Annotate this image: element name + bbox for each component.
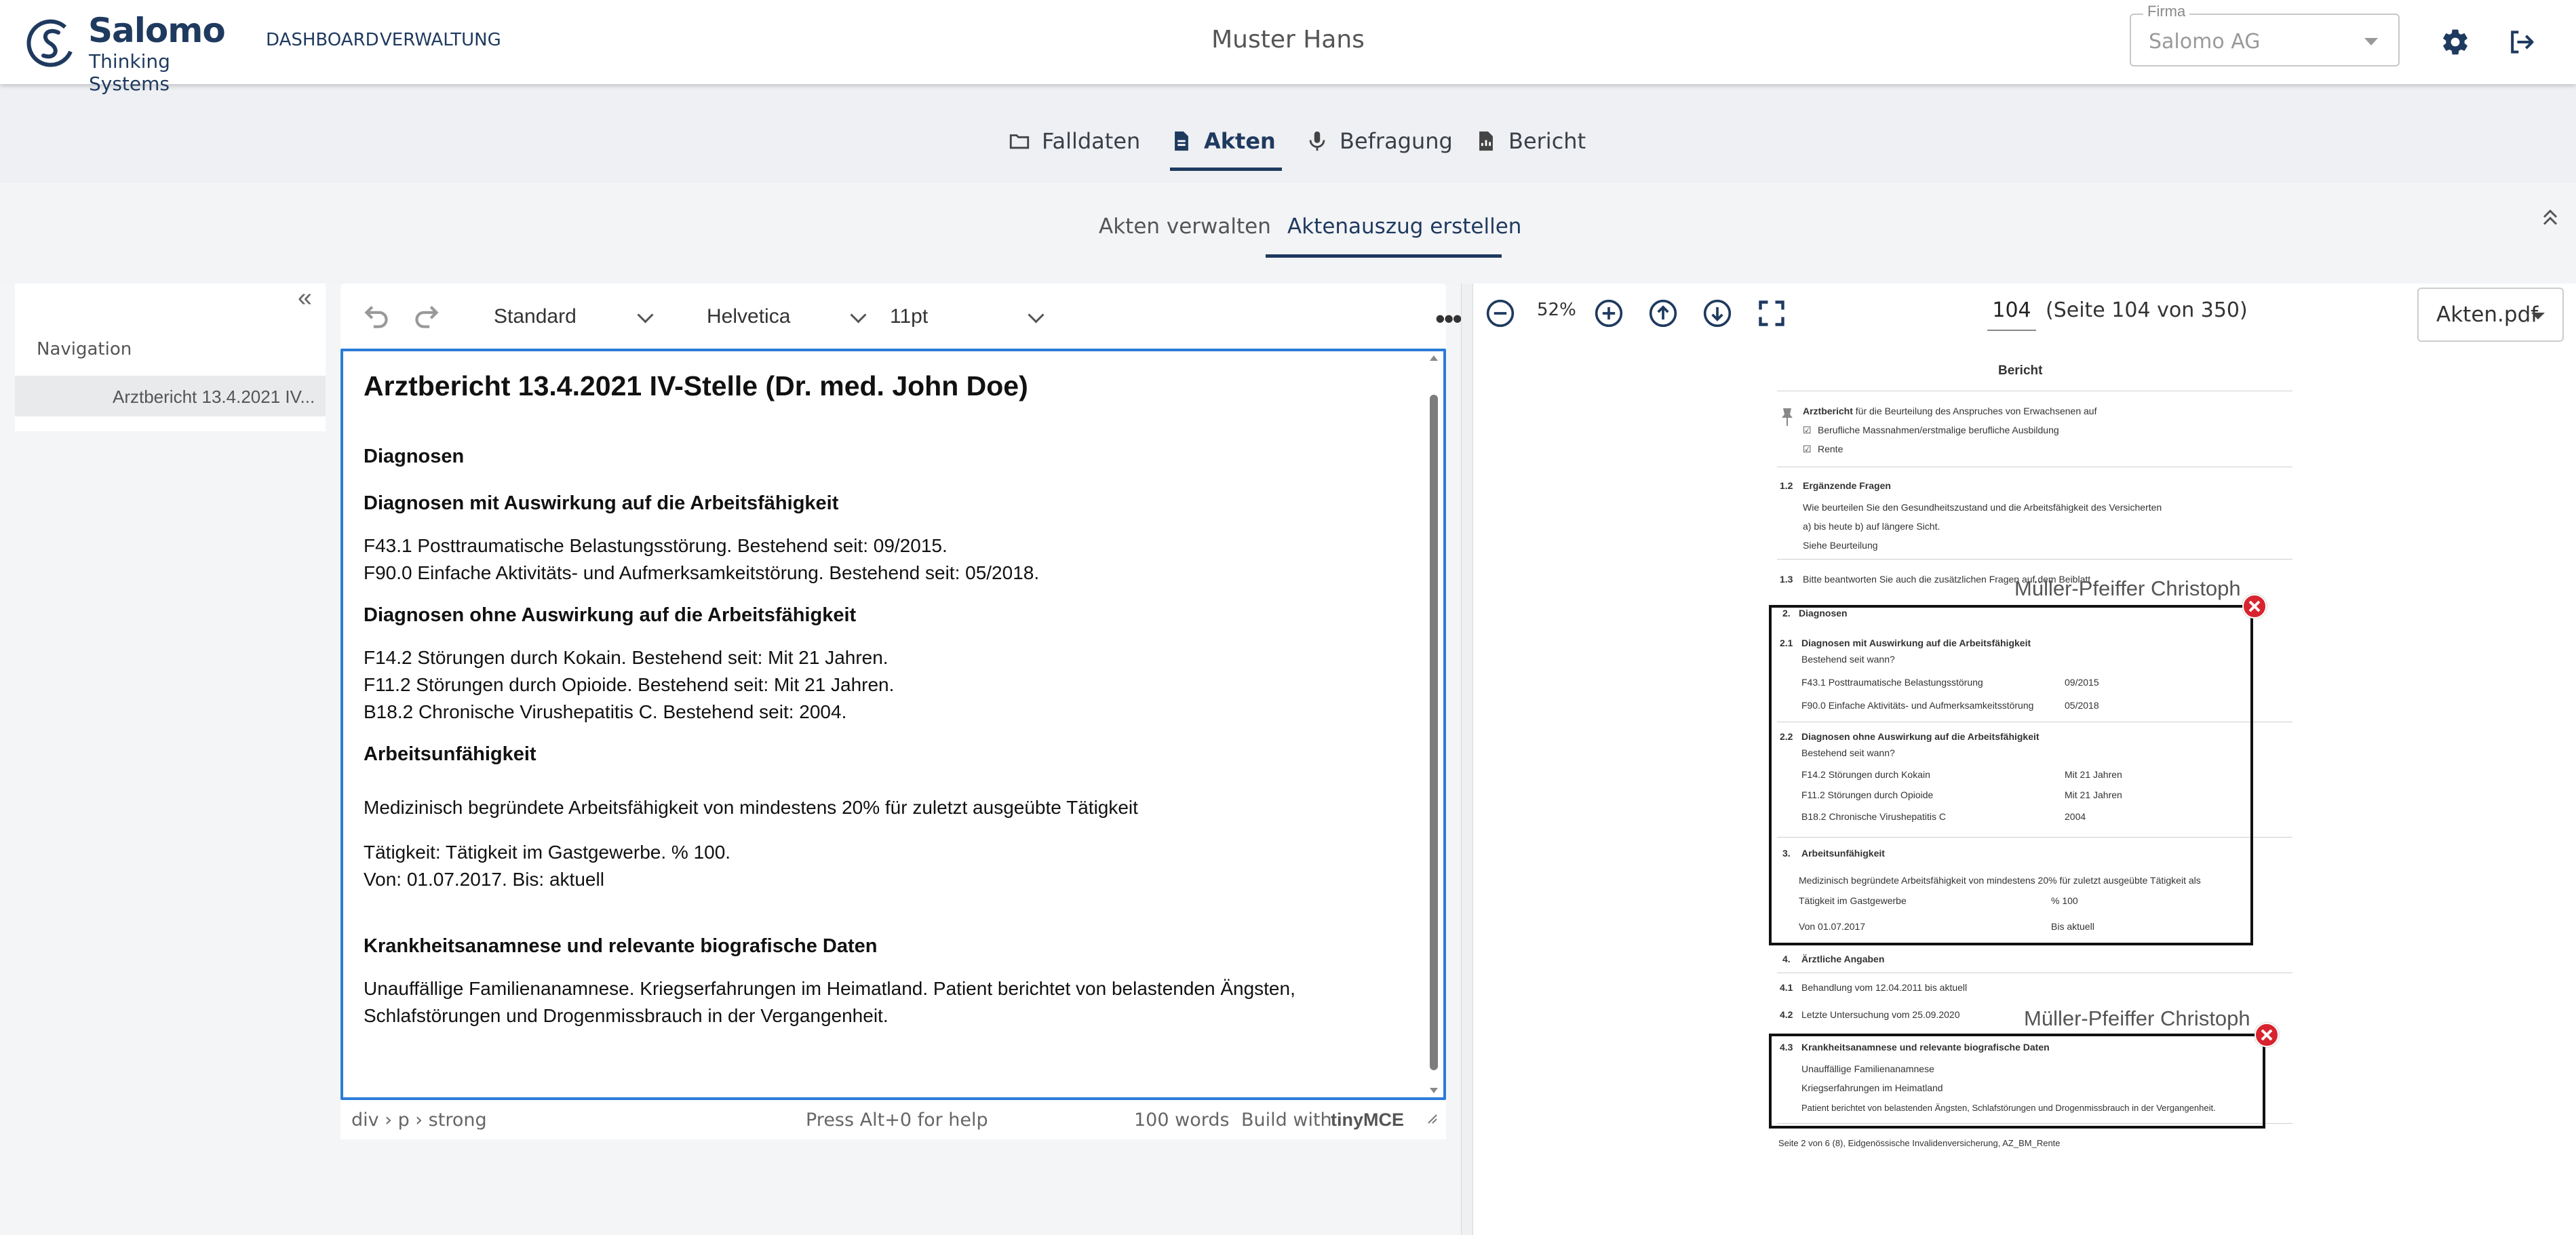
section-heading-mit-auswirkung: Diagnosen mit Auswirkung auf die Arbeitsfähigkeit	[364, 492, 839, 514]
logo-subtitle: Thinking Systems	[89, 50, 170, 95]
pdf-check-label: Berufliche Massnahmen/erstmalige berufliche Ausbildung	[1818, 425, 2059, 435]
chevron-down-icon	[2531, 313, 2545, 319]
diagnosis-line: F14.2 Störungen durch Kokain. Bestehend seit: Mit 21 Jahren.	[364, 647, 889, 668]
zoom-in-icon[interactable]	[1594, 298, 1624, 328]
tab-akten[interactable]	[1170, 126, 1276, 156]
pdf-section-text: Medizinisch begründete Arbeitsfähigkeit von mindestens 20% für zuletzt ausgeübte Tätigkeit als	[1799, 875, 2201, 886]
salomo-logo-icon	[23, 15, 80, 72]
pdf-diagnosis-row: B18.2 Chronische Virushepatitis C	[1801, 811, 1946, 822]
logout-icon[interactable]	[2505, 27, 2537, 57]
taetigkeit-line: Von: 01.07.2017. Bis: aktuell	[364, 869, 604, 890]
active-tab-indicator	[1170, 168, 1282, 171]
section-heading-anamnese: Krankheitsanamnese und relevante biografische Daten	[364, 935, 878, 957]
pdf-checkbox-icon: ☑	[1803, 444, 1812, 454]
diagnosis-line: F11.2 Störungen durch Opioide. Bestehend seit: Mit 21 Jahren.	[364, 674, 895, 695]
microphone-icon	[1306, 130, 1329, 153]
navigation-item-label: Arztbericht 13.4.2021 IV...	[113, 387, 315, 407]
folder-icon	[1008, 130, 1031, 153]
pdf-section-title: Ärztliche Angaben	[1801, 954, 1885, 964]
pdf-section-number: 1.2	[1780, 480, 1793, 491]
font-family-select[interactable]	[697, 298, 874, 334]
font-size-select[interactable]	[880, 298, 1051, 334]
chevron-down-icon	[850, 307, 866, 323]
pdf-diagnosis-row: F43.1 Posttraumatische Belastungsstörung	[1801, 677, 1983, 688]
pdf-intro-bold: Arztbericht	[1803, 406, 1853, 416]
pdf-section-text: Bitte beantworten Sie auch die zusätzlichen Fragen auf dem Beiblatt	[1803, 574, 2091, 585]
nav-verwaltung-link[interactable]: VERWALTUNG	[380, 30, 501, 50]
pdf-diagnosis-date: Mit 21 Jahren	[2065, 789, 2122, 800]
subtab-akten-verwalten[interactable]: Akten verwalten	[1099, 214, 1271, 239]
pdf-section-title: Krankheitsanamnese und relevante biografische Daten	[1801, 1042, 2050, 1053]
previous-page-icon[interactable]	[1648, 298, 1678, 328]
pdf-diagnosis-date: 09/2015	[2065, 677, 2099, 688]
resize-handle-icon[interactable]	[1426, 1112, 1438, 1124]
pdf-question: Wie beurteilen Sie den Gesundheitszustand und die Arbeitsfähigkeit des Versicherten	[1803, 502, 2162, 513]
element-path[interactable]: div › p › strong	[351, 1110, 487, 1131]
pdf-diagnosis-date: Mit 21 Jahren	[2065, 769, 2122, 780]
pdf-anamnese-line: Unauffällige Familienanamnese	[1801, 1063, 1934, 1074]
pdf-section-number: 2.1	[1780, 638, 1793, 648]
tab-befragung-label: Befragung	[1340, 128, 1453, 154]
editor-content-area[interactable]	[340, 349, 1446, 1100]
pdf-answer: Siehe Beurteilung	[1803, 540, 1878, 551]
highlight-author: Müller-Pfeiffer Christoph	[2014, 576, 2241, 600]
pdf-section-number: 3.	[1782, 848, 1791, 859]
document-icon	[1170, 130, 1193, 153]
pdf-diagnosis-row: F11.2 Störungen durch Opioide	[1801, 789, 1934, 800]
chevron-down-icon	[637, 307, 653, 323]
pdf-anamnese-line: Patient berichtet von belastenden Ängsten, Schlafstörungen und Drogenmissbrauch in der Vergangenheit.	[1801, 1103, 2216, 1113]
pdf-intro-text: für die Beurteilung des Anspruches von Erwachsenen auf	[1852, 406, 2097, 416]
pdf-percent: % 100	[2051, 895, 2078, 906]
block-format-value: Standard	[494, 305, 577, 328]
pdf-section-number: 2.	[1782, 608, 1791, 619]
pdf-footer: Seite 2 von 6 (8), Eidgenössische Invalidenversicherung, AZ_BM_Rente	[1778, 1138, 2061, 1148]
diagnosis-line: F43.1 Posttraumatische Belastungsstörung. Bestehend seit: 09/2015.	[364, 535, 948, 556]
active-subtab-indicator	[1266, 254, 1502, 258]
pdf-section-number: 1.3	[1780, 574, 1793, 585]
pdf-job: Tätigkeit im Gastgewerbe	[1799, 895, 1907, 906]
anamnese-line: Schlafstörungen und Drogenmissbrauch in der Vergangenheit.	[364, 1005, 889, 1026]
tab-bericht[interactable]	[1475, 126, 1586, 156]
report-icon	[1475, 130, 1498, 153]
editor-scrollbar[interactable]	[1428, 354, 1439, 1095]
main-tabs-bar	[0, 84, 2576, 183]
collapse-up-icon[interactable]	[2538, 205, 2562, 229]
pdf-subtitle: Bestehend seit wann?	[1801, 747, 1895, 758]
editor-statusbar	[340, 1100, 1446, 1139]
pdf-date-from: Von 01.07.2017	[1799, 921, 1866, 932]
pdf-section-number: 4.3	[1780, 1042, 1793, 1053]
tab-akten-label: Akten	[1204, 128, 1276, 154]
highlight-box[interactable]	[1769, 1034, 2265, 1129]
highlight-box[interactable]	[1769, 605, 2253, 945]
pdf-check-label: Rente	[1818, 444, 1843, 454]
logo-name: Salomo	[88, 11, 225, 50]
page-info: (Seite 104 von 350)	[2046, 298, 2248, 322]
firma-label: Firma	[2143, 3, 2189, 20]
redo-icon[interactable]	[410, 298, 444, 332]
pdf-header: Bericht	[1998, 364, 2043, 378]
nav-dashboard-link[interactable]: DASHBOARD	[266, 30, 379, 50]
help-hint: Press Alt+0 for help	[806, 1110, 988, 1131]
pdf-subtitle: Bestehend seit wann?	[1801, 654, 1895, 665]
tab-bericht-label: Bericht	[1508, 128, 1586, 154]
pdf-diagnosis-date: 05/2018	[2065, 700, 2099, 711]
collapse-left-icon[interactable]: «	[297, 283, 312, 312]
pdf-rule	[1777, 559, 2292, 560]
fullscreen-icon[interactable]	[1757, 298, 1787, 328]
user-name: Muster Hans	[1211, 26, 1365, 54]
subtab-aktenauszug-erstellen[interactable]: Aktenauszug erstellen	[1287, 214, 1522, 239]
anamnese-line: Unauffällige Familienanamnese. Kriegserfahrungen im Heimatland. Patient berichtet von belastenden Ängsten,	[364, 978, 1295, 999]
salomo-logo[interactable]	[23, 11, 240, 95]
document-select-value: Akten.pdf	[2436, 302, 2539, 327]
taetigkeit-line: Tätigkeit: Tätigkeit im Gastgewerbe. % 100.	[364, 842, 731, 863]
tab-befragung[interactable]	[1306, 126, 1453, 156]
pdf-diagnosis-row: F14.2 Störungen durch Kokain	[1801, 769, 1930, 780]
pdf-section-text: Letzte Untersuchung vom 25.09.2020	[1801, 1009, 1960, 1020]
panel-resize-divider[interactable]	[1461, 283, 1473, 1235]
editor-scroll-thumb[interactable]	[1430, 395, 1438, 1070]
next-page-icon[interactable]	[1702, 298, 1732, 328]
more-options-icon[interactable]: •••	[1435, 302, 1462, 334]
pdf-diagnosis-row: F90.0 Einfache Aktivitäts- und Aufmerksamkeitsstörung	[1801, 700, 2034, 711]
document-select[interactable]	[2417, 288, 2564, 342]
pdf-section-number: 4.	[1782, 954, 1791, 964]
pdf-section-number: 2.2	[1780, 731, 1793, 742]
pdf-section-number: 4.1	[1780, 982, 1793, 993]
zoom-out-icon[interactable]	[1485, 298, 1515, 328]
pdf-date-to: Bis aktuell	[2051, 921, 2094, 932]
firma-value: Salomo AG	[2149, 30, 2261, 54]
pdf-question-options: a) bis heute b) auf längere Sicht.	[1803, 521, 1940, 532]
gear-icon[interactable]	[2440, 27, 2470, 57]
pin-icon	[1780, 407, 1795, 427]
highlight-author: Müller-Pfeiffer Christoph	[2024, 1006, 2250, 1030]
navigation-panel	[15, 283, 326, 431]
pdf-section-title: Diagnosen	[1799, 608, 1848, 619]
pdf-checkbox-icon: ☑	[1803, 425, 1812, 435]
editor-toolbar	[340, 283, 1462, 349]
scroll-down-arrow-icon[interactable]	[1429, 1086, 1439, 1095]
pdf-section-title: Ergänzende Fragen	[1803, 480, 1891, 491]
section-heading-diagnosen: Diagnosen	[364, 446, 465, 467]
chevron-down-icon	[2364, 38, 2378, 45]
arbeitsfaehigkeit-text: Medizinisch begründete Arbeitsfähigkeit von mindestens 20% für zuletzt ausgeübte Tätigkeit	[364, 797, 1138, 818]
remove-highlight-icon[interactable]	[2242, 594, 2267, 619]
pdf-diagnosis-date: 2004	[2065, 811, 2086, 822]
firma-select[interactable]	[2130, 3, 2400, 66]
section-heading-arbeitsunfaehigkeit: Arbeitsunfähigkeit	[364, 743, 536, 765]
block-format-select[interactable]	[484, 298, 661, 334]
chevron-down-icon	[1028, 307, 1044, 323]
scroll-up-arrow-icon[interactable]	[1429, 354, 1439, 362]
pdf-section-title: Diagnosen mit Auswirkung auf die Arbeitsfähigkeit	[1801, 638, 2031, 648]
diagnosis-line: F90.0 Einfache Aktivitäts- und Aufmerksamkeitstörung. Bestehend seit: 05/2018.	[364, 562, 1040, 583]
pdf-section-text: Behandlung vom 12.04.2011 bis aktuell	[1801, 982, 1968, 993]
tab-falldaten[interactable]	[1008, 126, 1140, 156]
tab-falldaten-label: Falldaten	[1042, 128, 1141, 154]
font-family-value: Helvetica	[707, 305, 791, 328]
word-count[interactable]: 100 words	[1134, 1110, 1230, 1131]
diagnosis-line: B18.2 Chronische Virushepatitis C. Bestehend seit: 2004.	[364, 701, 847, 722]
pdf-section-title: Diagnosen ohne Auswirkung auf die Arbeitsfähigkeit	[1801, 731, 2040, 742]
font-size-value: 11pt	[890, 305, 929, 328]
pdf-anamnese-line: Kriegserfahrungen im Heimatland	[1801, 1082, 1943, 1093]
pdf-section-number: 4.2	[1780, 1009, 1793, 1020]
tinymce-brand[interactable]: tinyMCE	[1331, 1110, 1404, 1130]
page-number-input[interactable]: 104	[1987, 292, 2036, 331]
navigation-item[interactable]	[15, 376, 326, 416]
navigation-title: Navigation	[37, 339, 132, 359]
pdf-section-title: Arbeitsunfähigkeit	[1801, 848, 1885, 859]
remove-highlight-icon[interactable]	[2255, 1023, 2279, 1047]
zoom-level: 52%	[1537, 300, 1576, 320]
top-app-bar	[0, 0, 2576, 95]
section-heading-ohne-auswirkung: Diagnosen ohne Auswirkung auf die Arbeitsfähigkeit	[364, 604, 857, 626]
report-title: Arztbericht 13.4.2021 IV-Stelle (Dr. med. John Doe)	[364, 370, 1028, 401]
pdf-page	[1763, 346, 2292, 1160]
undo-icon[interactable]	[359, 298, 393, 332]
build-with-label: Build with	[1241, 1110, 1332, 1131]
